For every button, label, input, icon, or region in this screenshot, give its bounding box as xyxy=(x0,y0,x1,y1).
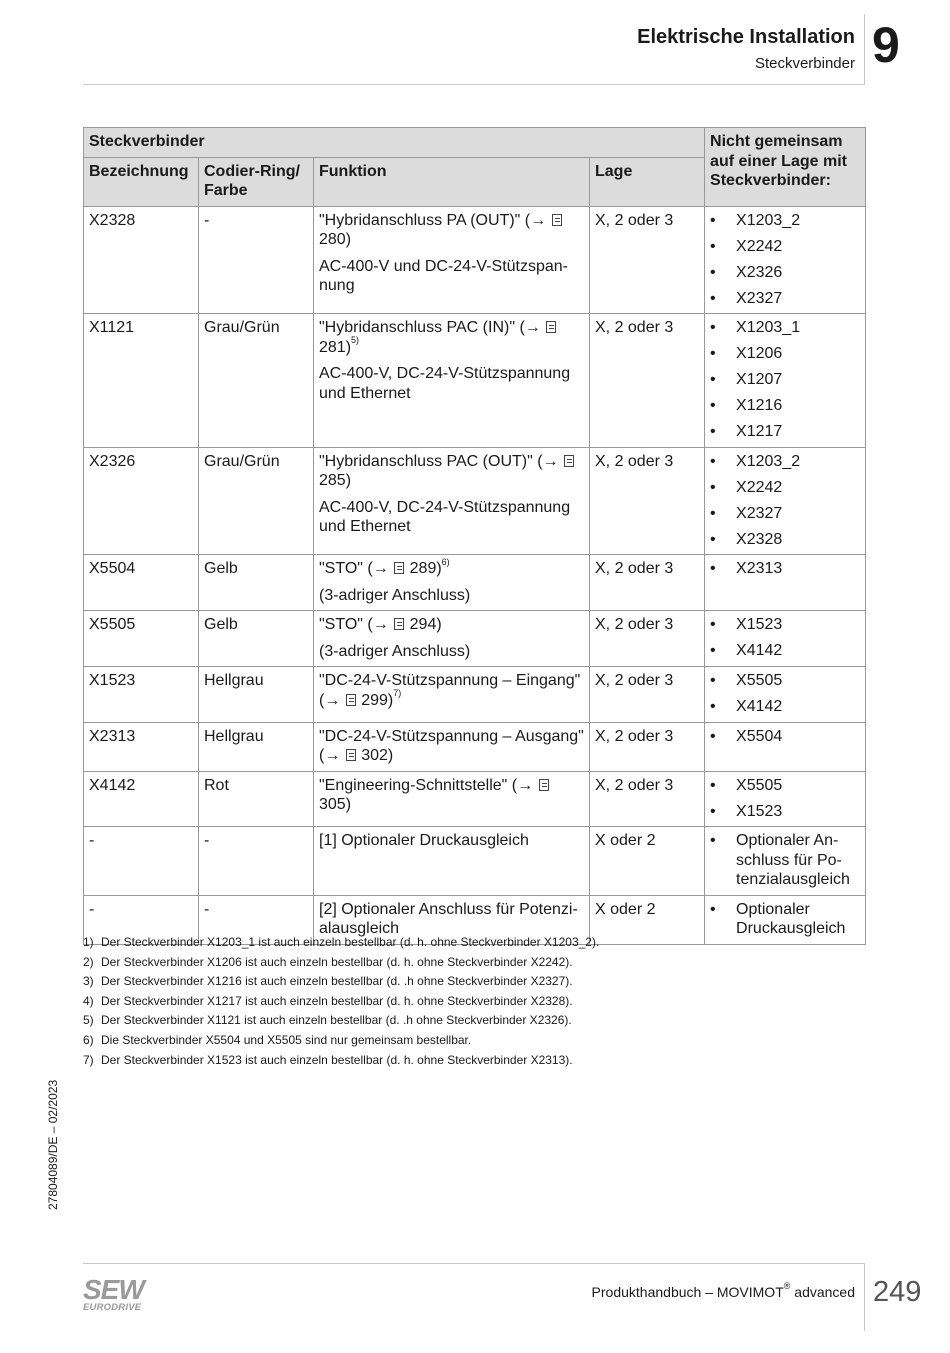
footnote xyxy=(83,1011,865,1031)
cell-not-together xyxy=(705,555,866,611)
cell-not-together xyxy=(705,611,866,667)
product-name xyxy=(591,1281,855,1300)
group-header: Steckverbinder xyxy=(84,128,705,158)
funktion-label: "Engineering-Schnittstelle" (→ xyxy=(319,776,534,794)
footnote-text: Der Steckverbinder X1203_1 ist auch einzeln bestellbar (d. h. ohne Steckverbinder X1203_2). xyxy=(101,935,600,949)
footnote-number: 2) xyxy=(83,954,94,969)
col-funktion: Funktion xyxy=(314,157,590,206)
cell-funktion xyxy=(314,722,590,771)
bullet-icon: • xyxy=(710,211,716,229)
page-header xyxy=(83,14,865,85)
funktion-text xyxy=(319,727,584,766)
cell-lage: X, 2 oder 3 xyxy=(590,206,705,314)
connector-ref: X2327 xyxy=(736,289,783,307)
funktion-text xyxy=(319,318,584,357)
col-lage: Lage xyxy=(590,157,705,206)
footnote-number: 4) xyxy=(83,993,94,1008)
footnote-marker: 7) xyxy=(393,688,402,699)
page-reference[interactable]: 302) xyxy=(361,747,394,764)
list-item xyxy=(710,641,860,661)
cell-codier: - xyxy=(199,895,314,944)
connector-ref: X1203_2 xyxy=(736,452,801,470)
cell-codier: Gelb xyxy=(199,555,314,611)
funktion-detail: AC-400-V und DC-24-V-Stützspannung xyxy=(319,257,568,294)
bullet-icon: • xyxy=(710,345,716,362)
cell-codier: Hellgrau xyxy=(199,722,314,771)
table-body xyxy=(84,206,866,944)
cell-lage: X oder 2 xyxy=(590,827,705,896)
footnote-text: Der Steckverbinder X1523 ist auch einzeln bestellbar (d. h. ohne Steckverbinder X2313). xyxy=(101,1052,573,1067)
footnote xyxy=(83,953,865,973)
connector-ref: X2242 xyxy=(736,237,783,255)
list-item xyxy=(710,370,860,390)
funktion-label: [1] Optionaler Druckausgleich xyxy=(319,832,529,849)
bullet-icon: • xyxy=(710,289,716,307)
funktion-label: "Hybridanschluss PA (OUT)" (→ xyxy=(319,211,547,229)
bullet-icon: • xyxy=(710,504,716,522)
logo-subline: EURODRIVE xyxy=(83,1302,142,1313)
cell-lage: X, 2 oder 3 xyxy=(590,667,705,723)
table-row xyxy=(84,555,866,611)
cell-not-together xyxy=(705,314,866,448)
list-item xyxy=(710,211,860,231)
cell-lage: X, 2 oder 3 xyxy=(590,722,705,771)
footnote-number: 5) xyxy=(83,1013,94,1028)
footnote xyxy=(83,972,865,992)
cell-codier: - xyxy=(199,206,314,314)
connector-ref: Optionaler Druckausgleich xyxy=(736,900,846,937)
cell-funktion xyxy=(314,555,590,611)
page-reference-icon xyxy=(539,779,549,791)
table-row xyxy=(84,447,866,555)
cell-funktion xyxy=(314,447,590,555)
table-row xyxy=(84,314,866,448)
bullet-icon: • xyxy=(710,900,716,918)
list-item xyxy=(710,530,860,550)
list-item xyxy=(710,452,860,472)
list-item xyxy=(710,422,860,442)
cell-not-together xyxy=(705,827,866,896)
cell-funktion xyxy=(314,667,590,723)
cell-lage: X, 2 oder 3 xyxy=(590,447,705,555)
cell-bezeichnung: X2326 xyxy=(84,447,199,555)
funktion-text xyxy=(319,615,584,635)
list-item xyxy=(710,289,860,309)
funktion-text xyxy=(319,211,584,250)
page-reference-icon xyxy=(346,694,356,706)
bullet-icon: • xyxy=(710,423,716,440)
bullet-icon: • xyxy=(710,397,716,414)
chapter-number: 9 xyxy=(872,17,900,73)
page-number: 249 xyxy=(873,1276,922,1308)
cell-funktion xyxy=(314,827,590,896)
page-reference[interactable]: 299) xyxy=(361,691,394,709)
cell-bezeichnung: X1121 xyxy=(84,314,199,448)
footnotes xyxy=(83,933,865,1070)
product-name-suffix: advanced xyxy=(790,1284,855,1300)
list-item xyxy=(710,504,860,524)
footnote xyxy=(83,992,865,1012)
table-row xyxy=(84,722,866,771)
bullet-icon: • xyxy=(710,776,716,794)
page-reference[interactable]: 294) xyxy=(409,616,442,633)
list-item xyxy=(710,671,860,691)
bullet-icon: • xyxy=(710,237,716,255)
connector-ref: X1216 xyxy=(736,397,783,414)
table-row xyxy=(84,611,866,667)
cell-not-together xyxy=(705,667,866,723)
footnote-number: 3) xyxy=(83,974,94,989)
chapter-title: Elektrische Installation xyxy=(637,26,855,48)
cell-bezeichnung: - xyxy=(84,827,199,896)
funktion-label: "DC-24-V-Stützspannung – Eingang" (→ xyxy=(319,672,581,709)
bullet-icon: • xyxy=(710,727,716,745)
bullet-icon: • xyxy=(710,698,716,715)
list-item xyxy=(710,697,860,717)
list-item xyxy=(710,478,860,498)
col-codier: Codier-Ring/ Farbe xyxy=(199,157,314,206)
connector-ref: X1523 xyxy=(736,802,783,820)
list-item xyxy=(710,802,860,822)
connector-ref: X1523 xyxy=(736,616,783,633)
funktion-label: "STO" (→ xyxy=(319,560,389,577)
cell-lage: X oder 2 xyxy=(590,895,705,944)
connector-ref: X5504 xyxy=(736,727,783,745)
footnote-marker: 5) xyxy=(351,335,360,346)
registered-mark: ® xyxy=(783,1281,791,1292)
table-row xyxy=(84,667,866,723)
page-reference-icon xyxy=(346,749,356,761)
cell-lage: X, 2 oder 3 xyxy=(590,314,705,448)
footnote xyxy=(83,1051,865,1071)
funktion-detail: (3-adriger Anschluss) xyxy=(319,642,471,660)
footnote-text: Der Steckverbinder X1206 ist auch einzeln bestellbar (d. h. ohne Steckverbinder X2242). xyxy=(101,954,573,969)
cell-codier: Grau/Grün xyxy=(199,314,314,448)
bullet-icon: • xyxy=(710,560,716,577)
page-reference-icon xyxy=(546,321,556,333)
cell-bezeichnung: X5504 xyxy=(84,555,199,611)
funktion-text xyxy=(319,452,584,491)
cell-funktion xyxy=(314,771,590,827)
connector-table xyxy=(83,127,866,945)
bullet-icon: • xyxy=(710,642,716,659)
cell-bezeichnung: X2313 xyxy=(84,722,199,771)
funktion-text xyxy=(319,556,584,579)
bullet-icon: • xyxy=(710,672,716,689)
page-reference[interactable]: 280) xyxy=(319,231,352,248)
page-reference-icon xyxy=(394,618,404,630)
bullet-icon: • xyxy=(710,616,716,633)
cell-codier: Rot xyxy=(199,771,314,827)
table-row xyxy=(84,827,866,896)
list-item xyxy=(710,396,860,416)
funktion-label: "DC-24-V-Stützspannung – Ausgang" (→ xyxy=(319,727,584,764)
page-reference-icon xyxy=(564,455,574,467)
page-reference-icon xyxy=(552,214,562,226)
connector-ref: X1207 xyxy=(736,371,783,388)
footnote-number: 6) xyxy=(83,1032,94,1047)
col-bezeichnung: Bezeichnung xyxy=(84,157,199,206)
footer-page-divider xyxy=(864,1263,865,1331)
not-together-header: Nicht gemeinsam auf einer Lage mit Steckverbinder: xyxy=(705,128,866,207)
list-item xyxy=(710,727,860,747)
connector-ref: X1203_2 xyxy=(736,211,801,229)
cell-funktion xyxy=(314,314,590,448)
connector-ref: X2327 xyxy=(736,504,783,522)
connector-ref: X5505 xyxy=(736,776,783,794)
cell-bezeichnung: X5505 xyxy=(84,611,199,667)
funktion-label: "STO" (→ xyxy=(319,616,389,633)
footnote-text: Der Steckverbinder X1121 ist auch einzeln bestellbar (d. .h ohne Steckverbinder X2326). xyxy=(101,1013,572,1028)
page-reference[interactable]: 285) xyxy=(319,472,352,489)
page-reference[interactable]: 289) xyxy=(409,560,442,577)
section-subtitle: Steckverbinder xyxy=(754,55,855,72)
bullet-icon: • xyxy=(710,530,716,548)
connector-ref: X1203_1 xyxy=(736,319,801,336)
cell-funktion xyxy=(314,206,590,314)
table-row xyxy=(84,771,866,827)
cell-bezeichnung: X2328 xyxy=(84,206,199,314)
funktion-detail: AC-400-V, DC-24-V-Stützspannung und Ethernet xyxy=(319,365,571,402)
connector-ref: X1206 xyxy=(736,345,783,362)
footnote-text: Der Steckverbinder X1217 ist auch einzeln bestellbar (d. h. ohne Steckverbinder X2328). xyxy=(101,993,573,1008)
funktion-label: [2] Optionaler Anschluss für Potenzialausgleich xyxy=(319,900,578,937)
cell-codier: - xyxy=(199,827,314,896)
bullet-icon: • xyxy=(710,371,716,388)
footer-divider xyxy=(83,1263,865,1264)
cell-not-together xyxy=(705,722,866,771)
funktion-label: "Hybridanschluss PAC (OUT)" (→ xyxy=(319,452,559,470)
cell-bezeichnung: - xyxy=(84,895,199,944)
footnote xyxy=(83,1031,865,1051)
chapter-divider xyxy=(864,14,865,84)
funktion-detail: AC-400-V, DC-24-V-Stützspannung und Ethernet xyxy=(319,498,571,535)
connector-ref: X2326 xyxy=(736,263,783,281)
cell-lage: X, 2 oder 3 xyxy=(590,771,705,827)
connector-ref: Optionaler Anschluss für Potenzialausgleich xyxy=(736,832,850,888)
connector-ref: X4142 xyxy=(736,642,783,659)
list-item xyxy=(710,559,860,579)
cell-funktion xyxy=(314,611,590,667)
cell-lage: X, 2 oder 3 xyxy=(590,611,705,667)
cell-not-together xyxy=(705,447,866,555)
connector-ref: X2242 xyxy=(736,478,783,496)
footnote-number: 7) xyxy=(83,1052,94,1067)
bullet-icon: • xyxy=(710,802,716,820)
funktion-label: "Hybridanschluss PAC (IN)" (→ xyxy=(319,319,541,336)
bullet-icon: • xyxy=(710,319,716,336)
logo-wordmark: SEW xyxy=(83,1274,144,1305)
connector-ref: X5505 xyxy=(736,672,783,689)
cell-codier: Gelb xyxy=(199,611,314,667)
cell-codier: Hellgrau xyxy=(199,667,314,723)
list-item xyxy=(710,776,860,796)
funktion-text xyxy=(319,831,584,851)
page-reference[interactable]: 281) xyxy=(319,338,352,356)
footnote-marker: 6) xyxy=(441,556,450,567)
bullet-icon: • xyxy=(710,478,716,496)
cell-lage: X, 2 oder 3 xyxy=(590,555,705,611)
bullet-icon: • xyxy=(710,452,716,470)
footnote xyxy=(83,933,865,953)
bullet-icon: • xyxy=(710,263,716,281)
sew-eurodrive-logo xyxy=(83,1274,155,1313)
footnote-text: Die Steckverbinder X5504 und X5505 sind nur gemeinsam bestellbar. xyxy=(101,1032,472,1047)
funktion-text xyxy=(319,776,584,815)
funktion-text xyxy=(319,671,584,710)
table-row xyxy=(84,206,866,314)
list-item xyxy=(710,318,860,338)
cell-codier: Grau/Grün xyxy=(199,447,314,555)
connector-ref: X1217 xyxy=(736,423,783,440)
page-reference-icon xyxy=(394,562,404,574)
cell-not-together xyxy=(705,771,866,827)
funktion-detail: (3-adriger Anschluss) xyxy=(319,586,471,604)
list-item xyxy=(710,831,860,890)
footnote-number: 1) xyxy=(83,935,94,949)
product-name-main: Produkthandbuch – MOVIMOT xyxy=(591,1284,784,1300)
cell-bezeichnung: X1523 xyxy=(84,667,199,723)
connector-ref: X2313 xyxy=(736,560,783,577)
list-item xyxy=(710,344,860,364)
connector-ref: X2328 xyxy=(736,530,783,548)
page-reference[interactable]: 305) xyxy=(319,796,352,813)
connector-ref: X4142 xyxy=(736,698,783,715)
cell-bezeichnung: X4142 xyxy=(84,771,199,827)
list-item xyxy=(710,263,860,283)
bullet-icon: • xyxy=(710,832,716,849)
list-item xyxy=(710,237,860,257)
list-item xyxy=(710,615,860,635)
document-id: 27804089/DE – 02/2023 xyxy=(46,1079,60,1210)
footnote-text: Der Steckverbinder X1216 ist auch einzeln bestellbar (d. .h ohne Steckverbinder X2327). xyxy=(101,974,573,989)
cell-not-together xyxy=(705,206,866,314)
